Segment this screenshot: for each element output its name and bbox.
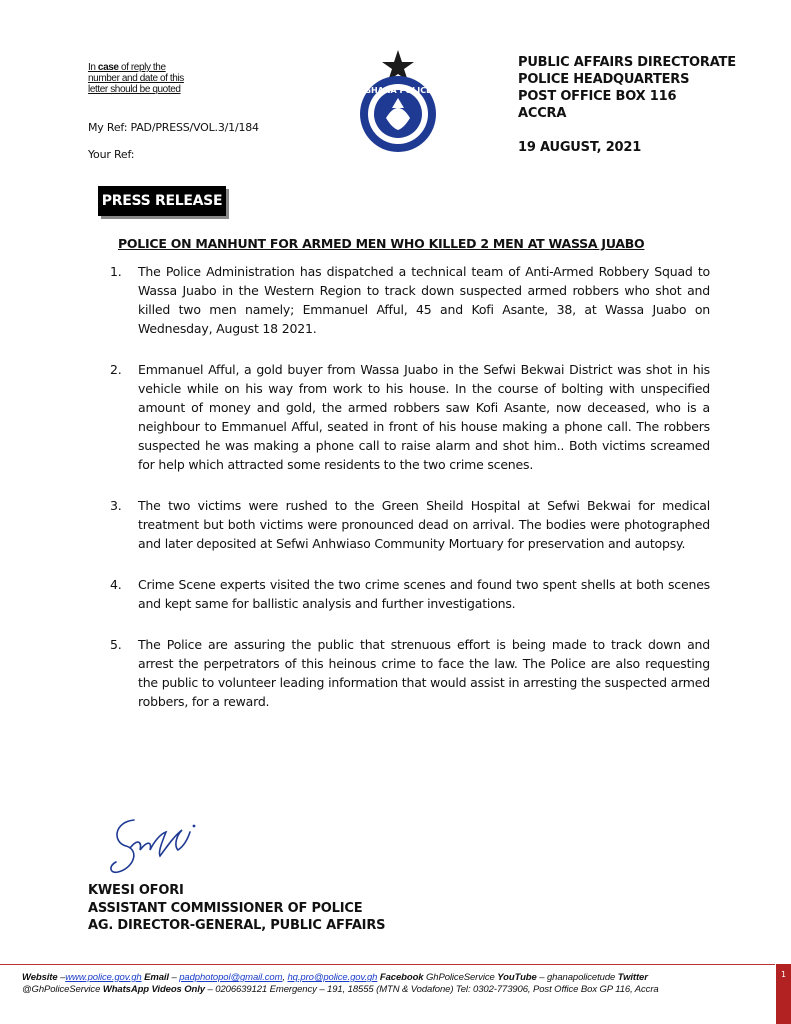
list-item [110, 360, 710, 474]
list-item [110, 496, 710, 553]
footer-contacts [22, 972, 762, 996]
list-item [110, 262, 710, 338]
address-line-1: PUBLIC AFFAIRS DIRECTORATE [518, 55, 736, 70]
email-link-2[interactable]: hq.pro@police.gov.gh [287, 972, 378, 983]
item-number: 1. [110, 264, 122, 279]
list-item [110, 575, 710, 613]
address-line-2: POLICE HEADQUARTERS [518, 72, 690, 87]
item-text: Crime Scene experts visited the two crime scenes and found two spent shells at both scenes and kept same for ballistic analysis and further investigations. [138, 577, 710, 611]
signatory-name: KWESI OFORI [88, 883, 184, 898]
ghana-police-crest-icon [346, 48, 450, 156]
headline: POLICE ON MANHUNT FOR ARMED MEN WHO KILLED 2 MEN AT WASSA JUABO [118, 236, 645, 251]
list-item [110, 635, 710, 711]
signatory-rank: ASSISTANT COMMISSIONER OF POLICE [88, 900, 363, 916]
address-line-3: POST OFFICE BOX 116 [518, 89, 677, 104]
footer-contact-details: – 0206639121 Emergency – 191, 18555 (MTN & Vodafone) Tel: 0302-773906, Post Office Box GP 116, Accra [207, 984, 659, 995]
your-reference: Your Ref: [88, 148, 135, 161]
item-text: The Police are assuring the public that strenuous effort is being made to track down and arrest the perpetrators of this heinous crime to face the law. The Police are also requesting the public to volunteer leading information that would assist in arresting the suspected armed robbers, for a reward. [138, 637, 710, 709]
item-number: 3. [110, 498, 122, 513]
footer-line-1: Website –www.police.gov.gh Email – padphotopol@gmail.com, hq.pro@police.gov.gh Facebook GhPoliceService YouTube – ghanapolicetude Twitter [22, 972, 648, 983]
item-number: 2. [110, 362, 122, 377]
item-text: The Police Administration has dispatched a technical team of Anti-Armed Robbery Squad to Wassa Juabo in the Western Region to track down suspected armed robbers who shot and killed two men namely; Emmanuel Afful, 45 and Kofi Asante, 38, at Wassa Juabo on Wednesday, August 18 2021. [138, 264, 710, 336]
facebook-handle: GhPoliceService [426, 972, 495, 983]
release-date: 19 AUGUST, 2021 [518, 140, 642, 155]
footer-line-2: @GhPoliceService WhatsApp Videos Only – 0206639121 Emergency – 191, 18555 (MTN & Vodafone) Tel: 0302-773906, Post Office Box GP 116, Accra [22, 984, 659, 995]
youtube-handle: ghanapolicetude [546, 972, 616, 983]
crest-label: GHANA POLICE [364, 86, 432, 95]
item-number: 5. [110, 637, 122, 652]
footer-divider [0, 964, 775, 965]
website-link[interactable]: www.police.gov.gh [65, 972, 142, 983]
item-number: 4. [110, 577, 122, 592]
twitter-handle: @GhPoliceService [22, 984, 101, 995]
item-text: The two victims were rushed to the Green Sheild Hospital at Sefwi Bekwai for medical treatment but both victims were pronounced dead on arrival. The bodies were photographed and later deposited at Sefwi Anhwiaso Community Mortuary for preservation and autopsy. [138, 498, 710, 551]
page-number: 1 [776, 964, 791, 1024]
signatory-title: AG. DIRECTOR-GENERAL, PUBLIC AFFAIRS [88, 918, 386, 933]
item-text: Emmanuel Afful, a gold buyer from Wassa Juabo in the Sefwi Bekwai District was shot in his vehicle while on his way from work to his house. In the course of bolting with unspecified amount of money and gold, the armed robbers saw Kofi Asante, now deceased, who is a neighbour to Emmanuel Afful, seated in front of his house making a phone call. The robbers suspected he was making a phone call to raise alarm and shot him.. Both victims screamed for help which attracted some residents to the two crime scenes. [138, 362, 710, 472]
email-link-1[interactable]: padphotopol@gmail.com [179, 972, 283, 983]
reply-reference-note [88, 62, 184, 95]
address-line-4: ACCRA [518, 106, 567, 121]
release-items [110, 262, 710, 733]
directorate-address [518, 54, 736, 122]
ref-note-line-2: number and date of this [88, 73, 184, 84]
signature-icon [104, 812, 214, 876]
ref-note-line-1: In case of reply the [88, 62, 166, 73]
signatory-block [88, 882, 385, 935]
ref-note-line-3: letter should be quoted [88, 84, 181, 95]
press-release-badge: PRESS RELEASE [98, 186, 226, 216]
my-reference: My Ref: PAD/PRESS/VOL.3/1/184 [88, 121, 259, 134]
